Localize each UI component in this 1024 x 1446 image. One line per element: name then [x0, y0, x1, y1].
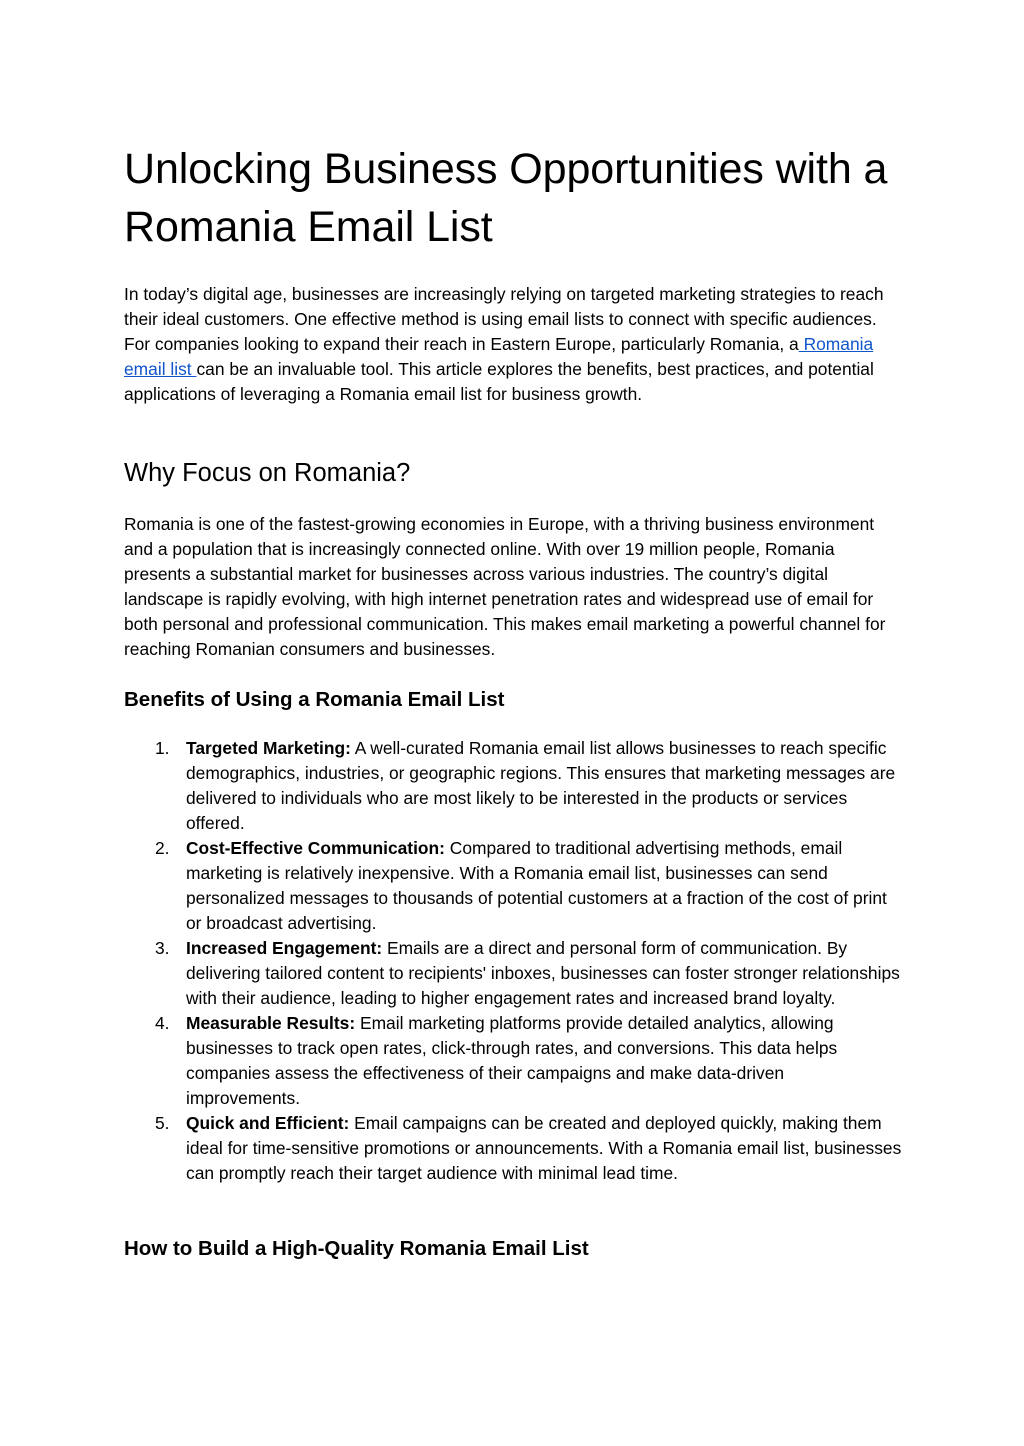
list-item-text: Email campaigns can be created and deployed quickly, making them ideal for time-sensitive promotions or announcements. With a Romania email list, businesses can promptly reach their target audience with minimal lead time.	[186, 1113, 902, 1183]
list-item-number: 3.	[155, 938, 170, 958]
list-item-number: 1.	[155, 738, 170, 758]
list-item-text: Emails are a direct and personal form of communication. By delivering tailored content to recipients' inboxes, businesses can foster stronger relationships with their audience, leading to higher engagement rates and increased brand loyalty.	[186, 938, 900, 1008]
list-item	[124, 936, 902, 1011]
intro-paragraph	[124, 282, 902, 407]
intro-text-after-link: can be an invaluable tool. This article explores the benefits, best practices, and potential applications of leveraging a Romania email list for business growth.	[124, 359, 874, 404]
list-item	[124, 836, 902, 936]
romania-email-list-link[interactable]: Romania email list	[124, 334, 874, 379]
list-item-number: 2.	[155, 838, 170, 858]
benefits-list	[124, 736, 902, 1186]
list-item-term: Targeted Marketing:	[186, 738, 351, 758]
heading-why-focus-on-romania: Why Focus on Romania?	[124, 459, 411, 487]
list-item-number: 5.	[155, 1113, 170, 1133]
heading-benefits: Benefits of Using a Romania Email List	[124, 688, 505, 711]
list-item	[124, 736, 902, 836]
list-item-term: Measurable Results:	[186, 1013, 356, 1033]
list-item	[124, 1111, 902, 1186]
heading-build-email-list: How to Build a High-Quality Romania Email List	[124, 1237, 589, 1260]
intro-text-before-link: In today’s digital age, businesses are increasingly relying on targeted marketing strategies to reach their ideal customers. One effective method is using email lists to connect with specific audiences. For companies looking to expand their reach in Eastern Europe, particularly Romania, a	[124, 284, 884, 354]
why-romania-paragraph: Romania is one of the fastest-growing economies in Europe, with a thriving business environment and a population that is increasingly connected online. With over 19 million people, Romania presents a substantial market for businesses across various industries. The country’s digital landscape is rapidly evolving, with high internet penetration rates and widespread use of email for both personal and professional communication. This makes email marketing a powerful channel for reaching Romanian consumers and businesses.	[124, 514, 886, 659]
list-item-number: 4.	[155, 1013, 170, 1033]
list-item-text: Email marketing platforms provide detailed analytics, allowing businesses to track open rates, click-through rates, and conversions. This data helps companies assess the effectiveness of their campaigns and make data-driven improvements.	[186, 1013, 838, 1108]
list-item-term: Increased Engagement:	[186, 938, 383, 958]
list-item-text: Compared to traditional advertising methods, email marketing is relatively inexpensive. With a Romania email list, businesses can send personalized messages to thousands of potential customers at a fraction of the cost of print or broadcast advertising.	[186, 838, 887, 933]
list-item-term: Cost-Effective Communication:	[186, 838, 445, 858]
list-item-text: A well-curated Romania email list allows businesses to reach specific demographics, industries, or geographic regions. This ensures that marketing messages are delivered to individuals who are most likely to be interested in the products or services offered.	[186, 738, 896, 833]
list-item-term: Quick and Efficient:	[186, 1113, 350, 1133]
list-item	[124, 1011, 902, 1111]
document-title: Unlocking Business Opportunities with a Romania Email List	[124, 145, 888, 251]
